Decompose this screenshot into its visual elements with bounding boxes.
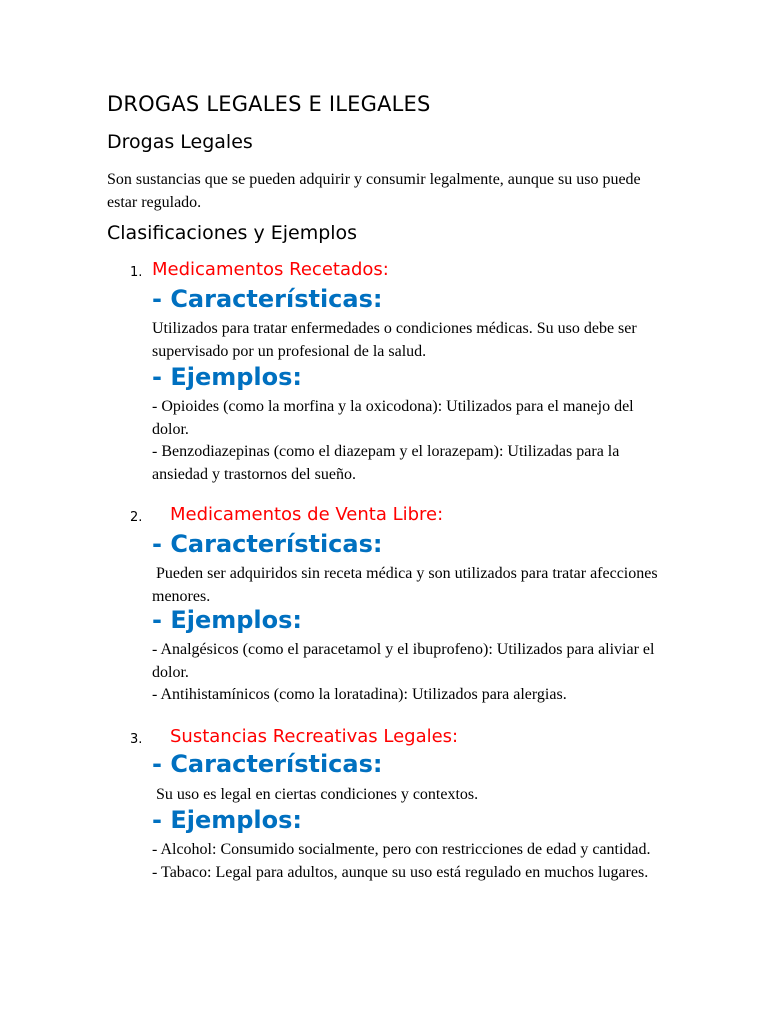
item-number: 2.	[130, 510, 143, 525]
examples-label: - Ejemplos:	[152, 606, 302, 634]
features-label: - Características:	[152, 285, 383, 313]
item-title: Medicamentos de Venta Libre:	[170, 504, 444, 525]
item-title: Sustancias Recreativas Legales:	[170, 726, 459, 747]
example-entry: - Tabaco: Legal para adultos, aunque su uso está regulado en muchos lugares.	[152, 863, 649, 881]
features-text: Utilizados para tratar enfermedades o condiciones médicas. Su uso debe ser supervisado por un profesional de la salud.	[152, 320, 637, 360]
examples-label: - Ejemplos:	[152, 806, 302, 834]
document-title: DROGAS LEGALES E ILEGALES	[107, 92, 431, 116]
examples-list	[152, 639, 667, 707]
item-number: 1.	[130, 265, 143, 280]
features-label: - Características:	[152, 750, 383, 778]
example-entry: - Analgésicos (como el paracetamol y el ibuprofeno): Utilizados para aliviar el dolor.	[152, 641, 655, 681]
features-label: - Características:	[152, 530, 383, 558]
example-entry: - Alcohol: Consumido socialmente, pero con restricciones de edad y cantidad.	[152, 841, 651, 858]
example-entry: - Benzodiazepinas (como el diazepam y el lorazepam): Utilizadas para la ansiedad y trastornos del sueño.	[152, 443, 620, 483]
item-title: Medicamentos Recetados:	[152, 259, 389, 280]
section-title: Drogas Legales	[107, 131, 253, 153]
examples-list	[152, 396, 667, 486]
features-text: Su uso es legal en ciertas condiciones y contextos.	[152, 786, 479, 803]
examples-label: - Ejemplos:	[152, 363, 302, 391]
item-number: 3.	[130, 732, 143, 747]
example-entry: - Opioides (como la morfina y la oxicodona): Utilizados para el manejo del dolor.	[152, 398, 634, 438]
features-text: Pueden ser adquiridos sin receta médica y son utilizados para tratar afecciones menores.	[152, 565, 662, 605]
example-entry: - Antihistamínicos (como la loratadina): Utilizados para alergias.	[152, 686, 567, 703]
classifications-heading: Clasificaciones y Ejemplos	[107, 222, 358, 244]
intro-paragraph: Son sustancias que se pueden adquirir y consumir legalmente, aunque su uso puede estar regulado.	[107, 171, 641, 211]
examples-list	[152, 839, 667, 884]
